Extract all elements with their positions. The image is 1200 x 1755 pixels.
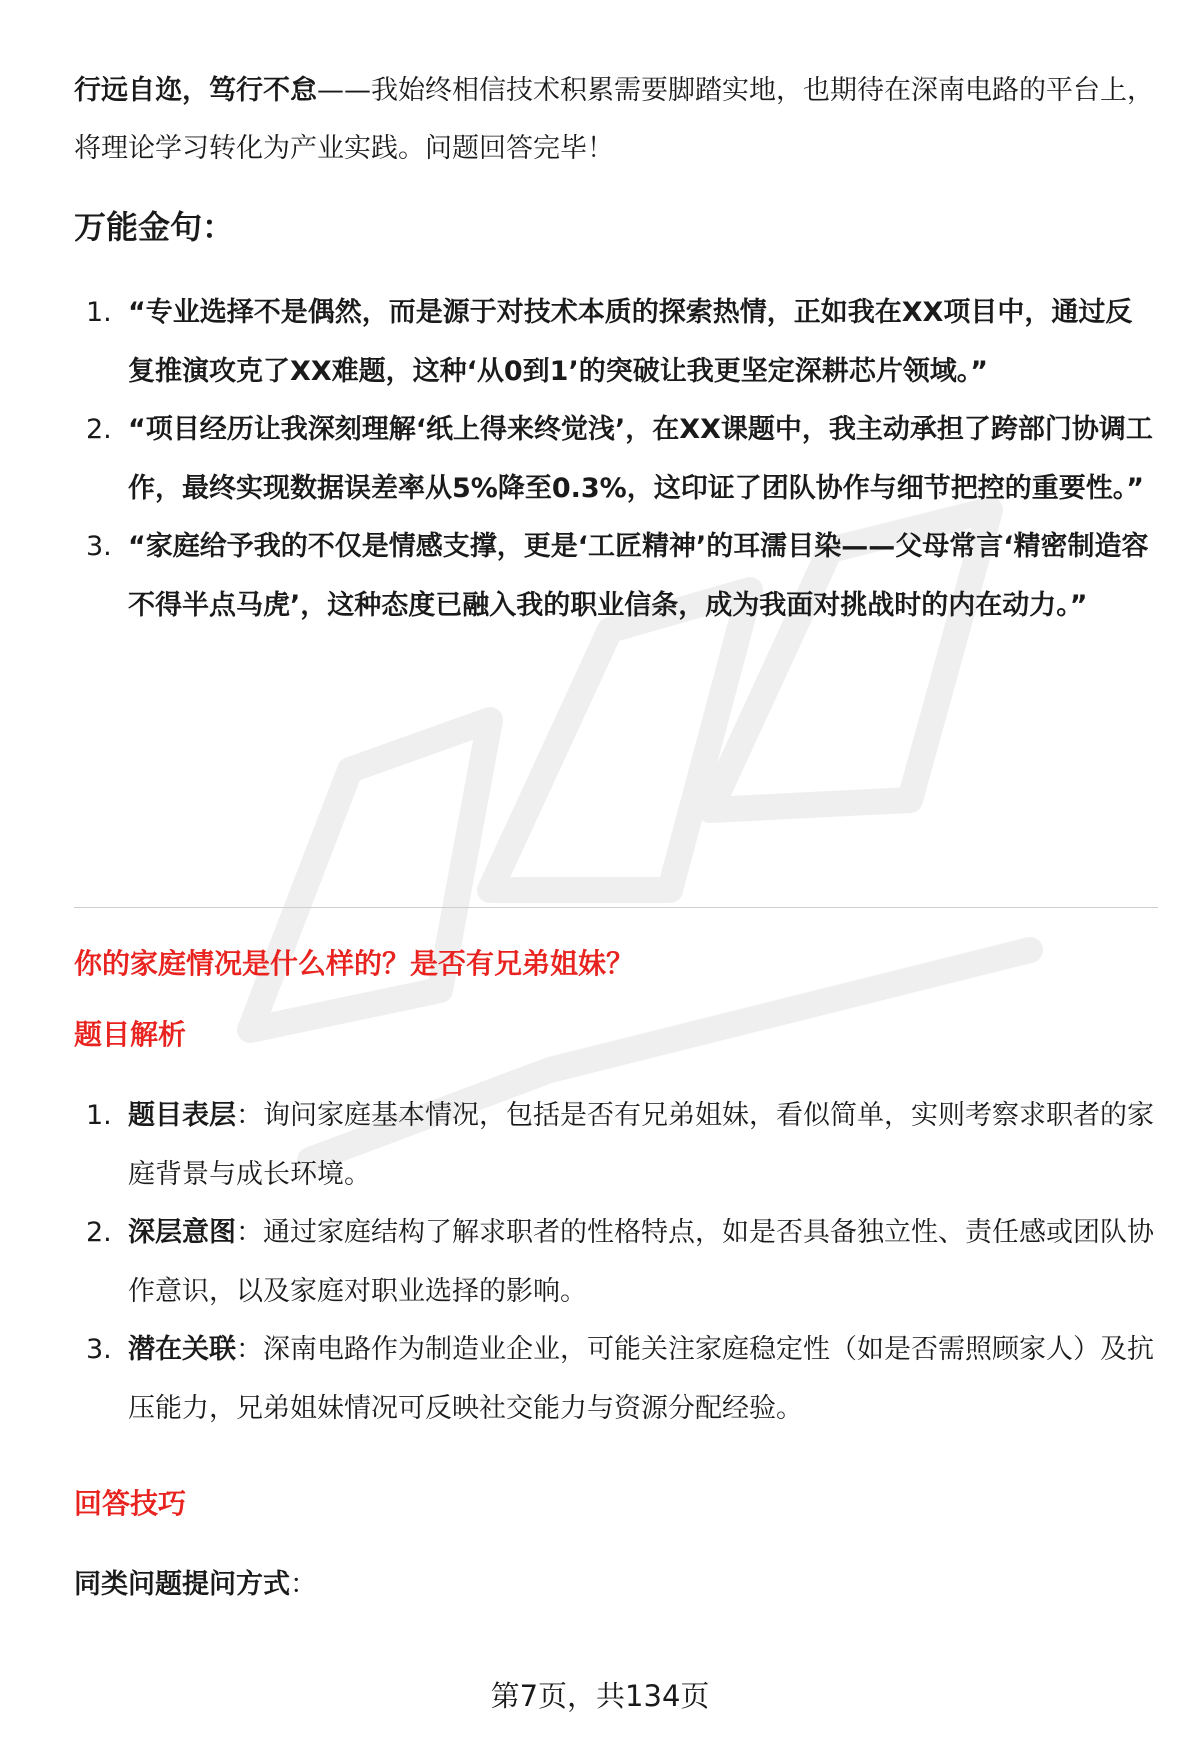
golden-sentences-title: 万能金句： [74, 208, 235, 246]
analysis-list [74, 1087, 1158, 1438]
analysis-label: 潜在关联 [128, 1334, 236, 1365]
analysis-text: ：深南电路作为制造业企业，可能关注家庭稳定性（如是否需照顾家人）及抗压能力，兄弟姐妹情况可反映社交能力与资源分配经验。 [128, 1334, 1154, 1424]
intro-bold-phrase: 行远自迩，笃行不怠 [74, 75, 317, 106]
list-item [74, 1087, 1158, 1204]
question-heading: 你的家庭情况是什么样的？是否有兄弟姐妹？ [74, 947, 635, 980]
list-number: 1. [86, 297, 112, 328]
list-item [74, 401, 1158, 518]
intro-text: ——我始终相信技术积累需要脚踏实地，也期待在深南电路的平台上，将理论学习转化为产业实践。问题回答完毕！ [74, 75, 1154, 164]
quote-text: “家庭给予我的不仅是情感支撑，更是‘工匠精神’的耳濡目染——父母常言‘精密制造容不得半点马虎’，这种态度已融入我的职业信条，成为我面对挑战时的内在动力。” [128, 531, 1149, 621]
analysis-label: 题目表层 [128, 1100, 236, 1131]
quote-text: “专业选择不是偶然，而是源于对技术本质的探索热情，正如我在XX项目中，通过反复推演攻克了XX难题，这种‘从0到1’的突破让我更坚定深耕芯片领域。” [128, 297, 1133, 387]
section-divider [74, 907, 1158, 908]
list-number: 2. [86, 1217, 112, 1248]
analysis-heading: 题目解析 [74, 1018, 187, 1051]
quote-text: “项目经历让我深刻理解‘纸上得来终觉浅’，在XX课题中，我主动承担了跨部门协调工作，最终实现数据误差率从5%降至0.3%，这印证了团队协作与细节把控的重要性。” [128, 414, 1153, 504]
similar-questions-colon: ： [290, 1569, 317, 1600]
list-item [74, 1204, 1158, 1321]
analysis-text: ：询问家庭基本情况，包括是否有兄弟姐妹，看似简单，实则考察求职者的家庭背景与成长环境。 [128, 1100, 1154, 1190]
list-item [74, 518, 1158, 635]
tips-heading: 回答技巧 [74, 1487, 187, 1520]
list-number: 3. [86, 531, 112, 562]
similar-questions-label [74, 1562, 317, 1601]
list-item [74, 1321, 1158, 1438]
intro-paragraph [74, 62, 1158, 178]
list-item [74, 284, 1158, 401]
list-number: 1. [86, 1100, 112, 1131]
analysis-label: 深层意图 [128, 1217, 236, 1248]
analysis-text: ：通过家庭结构了解求职者的性格特点，如是否具备独立性、责任感或团队协作意识，以及家庭对职业选择的影响。 [128, 1217, 1154, 1307]
list-number: 3. [86, 1334, 112, 1365]
golden-sentences-list [74, 284, 1158, 635]
similar-questions-text: 同类问题提问方式 [74, 1569, 290, 1600]
list-number: 2. [86, 414, 112, 445]
page-footer: 第7页，共134页 [490, 1679, 710, 1713]
